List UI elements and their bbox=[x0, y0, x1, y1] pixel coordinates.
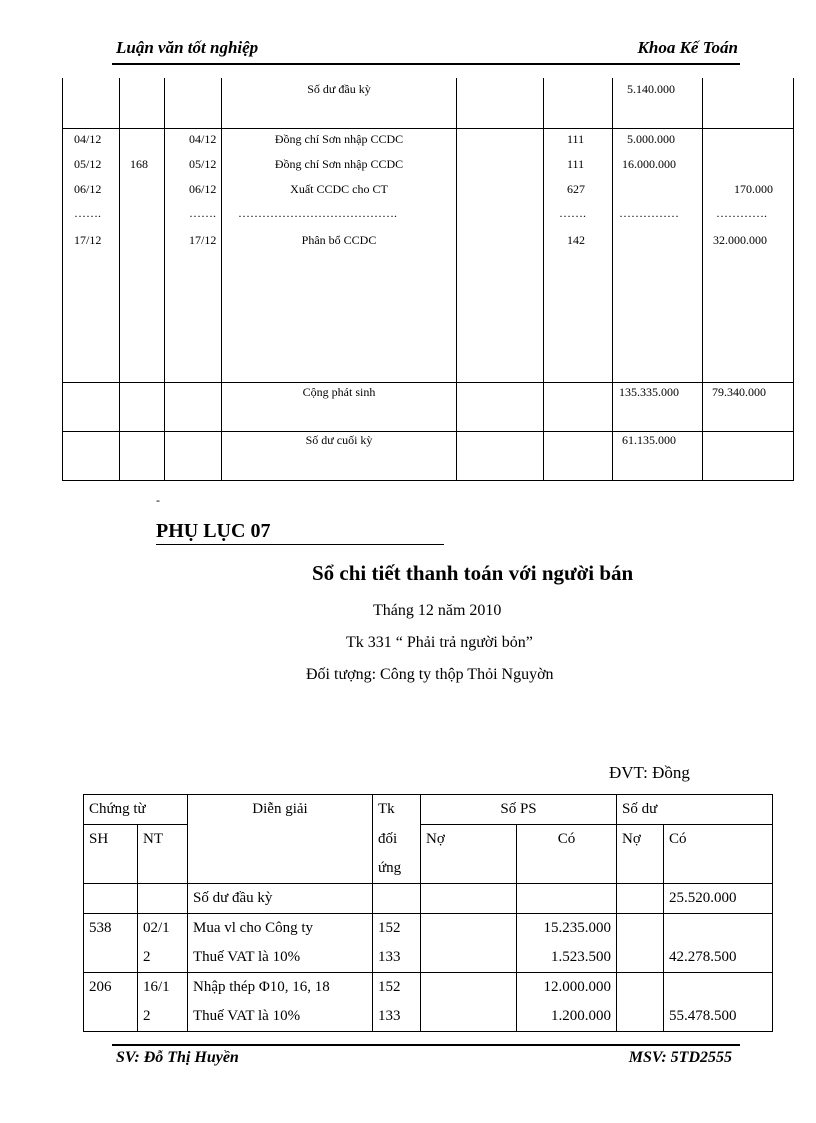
account-line: Tk 331 “ Phải trả người bỏn” bbox=[346, 634, 533, 651]
unit-label: ĐVT: Đồng bbox=[609, 763, 690, 782]
ledger-closing-debit: 61.135.000 bbox=[622, 433, 676, 447]
footer-rule bbox=[112, 1044, 740, 1046]
appendix-underline bbox=[156, 544, 444, 545]
document-title: Sổ chi tiết thanh toán với người bán bbox=[312, 561, 634, 585]
subject-line: Đối tượng: Công ty thộp Thỏi Nguyờn bbox=[306, 666, 554, 683]
payables-table bbox=[83, 794, 773, 1032]
period-line: Tháng 12 năm 2010 bbox=[373, 602, 502, 619]
ledger-opening-label: Số dư đầu kỳ bbox=[307, 82, 371, 96]
table-row: 2 Thuế VAT là 10% 133 1.523.500 42.278.500 bbox=[84, 943, 773, 973]
table-header-row: ứng bbox=[84, 854, 773, 884]
table-header-row: SH NT đối Nợ Có Nợ Có bbox=[84, 825, 773, 855]
table-row: Số dư đầu kỳ 25.520.000 bbox=[84, 884, 773, 914]
ledger-total-label: Cộng phát sinh bbox=[302, 385, 376, 399]
table-row: 538 02/1 Mua vl cho Công ty 152 15.235.000 bbox=[84, 914, 773, 944]
ledger-table: Số dư đầu kỳ 5.140.000 04/12 04/12 Đồng chí Sơn nhập CCDC 111 5.000.000 05/12 168 05/12 Đồng chí Sơn nhập CCDC 111 16.000.000 06/12 06/12 Xuất CCDC cho CT 627 170.000 ……. ……. …………………………………. ……. …………… …………. 17/12 17/12 Phân bổ CCDC 142 32.000.000 Cộng phát sinh 135.335.000 79.340.000 Số dư cuối kỳ 61.135.000 bbox=[62, 78, 794, 481]
table-row: 2 Thuế VAT là 10% 133 1.200.000 55.478.500 bbox=[84, 1002, 773, 1032]
table-row: 206 16/1 Nhập thép Φ10, 16, 18 152 12.000.000 bbox=[84, 973, 773, 1003]
table-header-row: Chứng từ Diễn giải Tk Số PS Số dư bbox=[84, 795, 773, 825]
header-left: Luận văn tốt nghiệp bbox=[116, 38, 259, 57]
ledger-closing-label: Số dư cuối kỳ bbox=[305, 433, 373, 447]
header-rule bbox=[112, 63, 740, 65]
ledger-opening-debit: 5.140.000 bbox=[627, 82, 675, 96]
appendix-heading: PHỤ LỤC 07 bbox=[156, 520, 271, 542]
dash-mark: - bbox=[156, 493, 160, 507]
ledger-total-debit: 135.335.000 bbox=[619, 385, 679, 399]
footer-left: SV: Đỗ Thị Huyền bbox=[116, 1049, 239, 1066]
ledger-total-credit: 79.340.000 bbox=[712, 385, 766, 399]
header-right: Khoa Kế Toán bbox=[637, 38, 738, 57]
footer-right: MSV: 5TD2555 bbox=[628, 1049, 732, 1066]
